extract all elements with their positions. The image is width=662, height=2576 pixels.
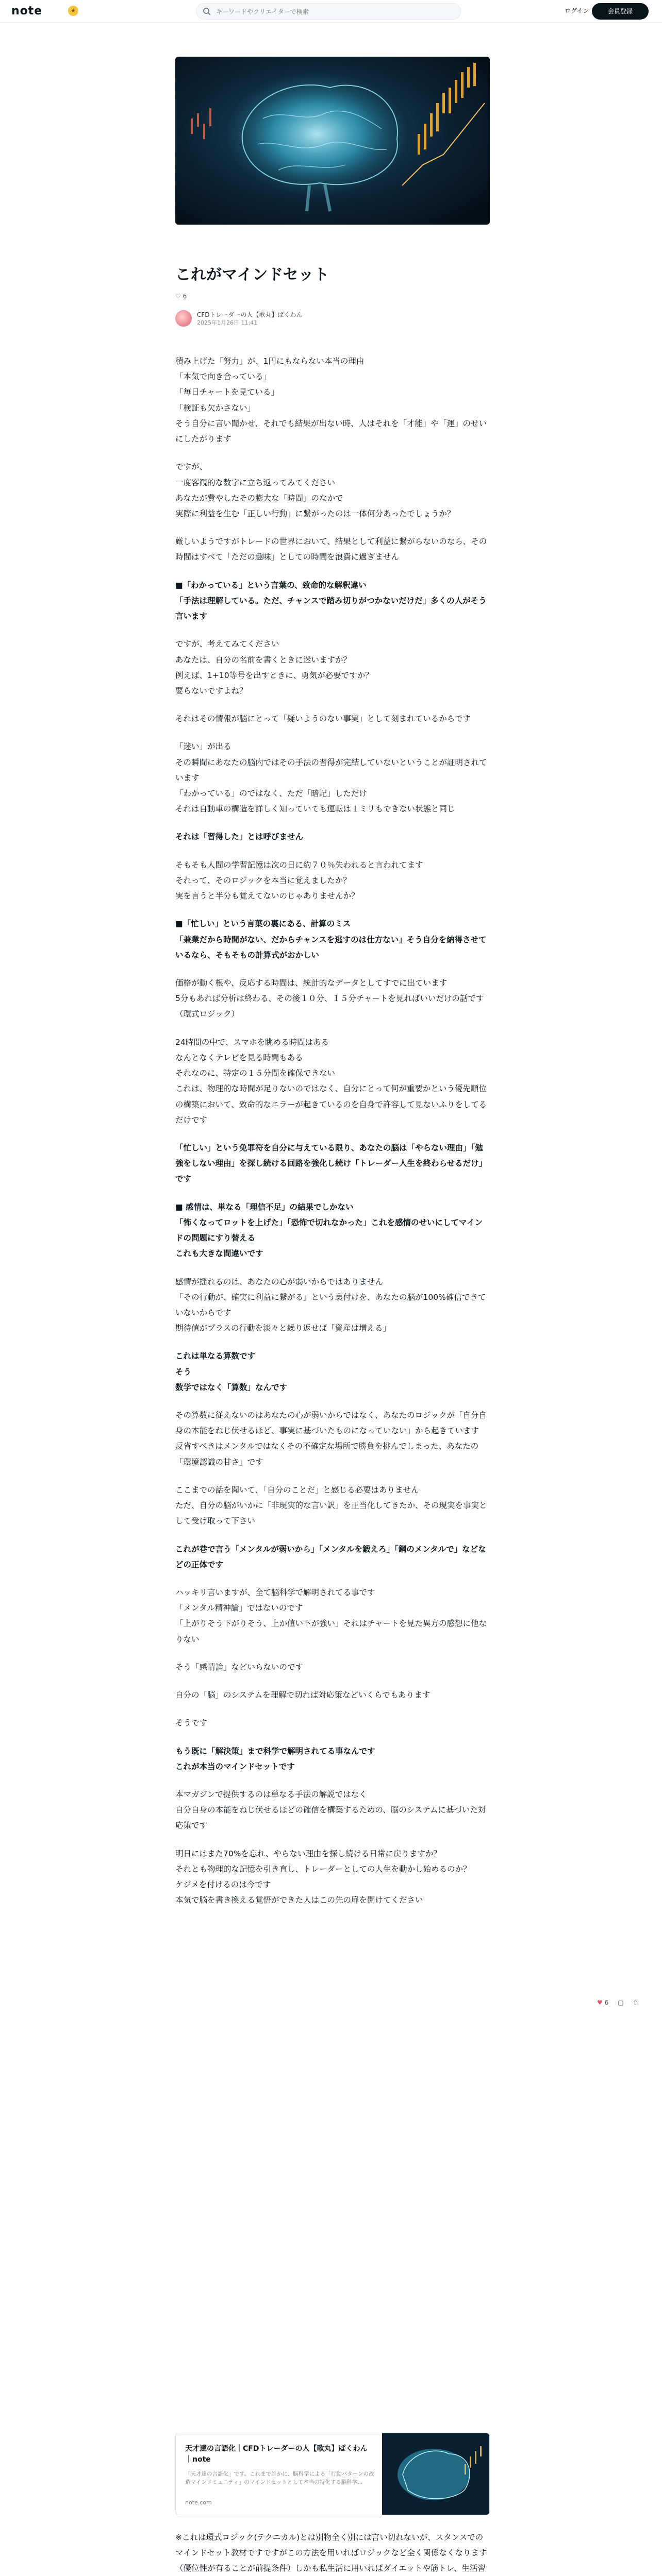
- article-paragraph: [175, 739, 490, 817]
- paragraph-line: 実際に利益を生む「正しい行動」に繋がったのは一体何分あったでしょうか？: [175, 509, 455, 518]
- publish-date: 2025年1月26日 11:41: [197, 319, 258, 326]
- paragraph-line: ここまでの話を聞いて、「自分のことだ」と感じる必要はありません: [175, 1485, 419, 1495]
- paragraph-line: この方法を用いればロジックなど全く関係なくなります（優位性が有ることが前提条件）: [175, 2548, 487, 2573]
- article-paragraph: [175, 459, 490, 521]
- paragraph-line: その算数に従えないのはあなたの心が弱いからではなく、あなたのロジックが「自分自身の本能をねじ伏せるほど、事実に基づいたものになっていない」から起きています: [175, 1411, 487, 1436]
- paragraph-line: あなたが費やしたその膨大な「時間」のなかで: [175, 493, 343, 503]
- floating-actions: [597, 1999, 649, 2011]
- article-paragraph: [175, 1348, 490, 1395]
- paragraph-line: 反省すべきはメンタルではなくその不確定な場所で勝負を挑んでしまった、あなたの「環境認識の甘さ」です: [175, 1442, 479, 1467]
- article-paragraph: [175, 1140, 490, 1187]
- paragraph-line: これは単なる算数です: [175, 1351, 256, 1361]
- paragraph-line: そう「感情論」などいらないのです: [175, 1662, 304, 1672]
- paragraph-line: それって、そのロジックを本当に覚えましたか？: [175, 875, 351, 885]
- embed-title: 天才達の言語化｜CFDトレーダーの人【歌丸】ぱくわん｜note: [185, 2445, 368, 2464]
- author-avatar[interactable]: [175, 310, 192, 327]
- paragraph-line: これも大きな間違いです: [175, 1249, 263, 1259]
- paragraph-line: 全く別には言い切れないが、スタンスでのマインドセット教材です: [175, 2533, 484, 2558]
- paragraph-line: 「その行動が、確実に利益に繋がる」という裏付けを、あなたの脳が100%確信できていないからです: [175, 1292, 486, 1317]
- login-link[interactable]: ログイン: [565, 7, 589, 14]
- paragraph-line: 24時間の中で、スマホを眺める時間はある: [175, 1037, 329, 1047]
- like-count: 6: [183, 293, 187, 300]
- paragraph-line: そうです: [175, 1718, 208, 1728]
- embed-description: 「天才達の言語化」です。これまで誰かに、脳科学による「行動パターンの改造マインドミュニティ」のマインドセットとして本当の特化する脳科学...: [185, 2471, 374, 2485]
- paragraph-line: 本マガジンで提供するのは単なる手法の解説ではなく: [175, 1789, 367, 1799]
- article-footer-text: [175, 2530, 490, 2576]
- paragraph-line: 積み上げた「努力」が、1円にもならない本当の理由: [175, 357, 365, 366]
- article-paragraph: [175, 916, 490, 963]
- article-paragraph: [175, 1787, 490, 1834]
- article-paragraph: [175, 857, 490, 904]
- paragraph-line: それとも物理的な記憶を引き直し、トレーダーとしての人生を動かし始めるのか？: [175, 1864, 471, 1874]
- paragraph-line: 期待値がプラスの行動を淡々と繰り返せば「資産は増える」: [175, 1324, 391, 1333]
- paragraph-line: 例えば、1+10等号を出すときに、勇気が必要ですか？: [175, 670, 373, 680]
- paragraph-line: 一度客観的な数字に立ち返ってみてください: [175, 478, 336, 487]
- embed-host: note.com: [185, 2499, 212, 2506]
- article-paragraph: [175, 1715, 490, 1731]
- paragraph-line: そう: [175, 1367, 192, 1377]
- paragraph-line: 「忙しい」という免罪符を自分に与えている限り、あなたの脳は「やらない理由」「勉強をしない理由」を探し続ける回路を強化し続け「トレーダー人生を終わらせるだけ」です: [175, 1143, 487, 1184]
- paragraph-line: そもそも人間の学習記憶は次の日に約７０％失われると言われてます: [175, 860, 423, 870]
- embed-card[interactable]: [175, 2433, 490, 2515]
- article-paragraph: [175, 2530, 490, 2576]
- paragraph-line: 5分もあれば分析は終わる、その後１０分、１５分チャートを見ればいいだけの話です（環式ロジック）: [175, 994, 484, 1019]
- paragraph-line: 本気で脳を書き換える覚悟ができた人はこの先の扉を開けてください: [175, 1895, 423, 1905]
- author-info: [175, 308, 490, 329]
- article-paragraph: [175, 1585, 490, 1647]
- article-body: [175, 353, 490, 1921]
- article-paragraph: [175, 829, 490, 844]
- paragraph-line: もう既に「解決策」まで科学で解明されてる事なんです: [175, 1746, 375, 1756]
- article-paragraph: [175, 1274, 490, 1336]
- floating-like-count: 6: [604, 1999, 609, 2006]
- paragraph-line: 「兼業だから時間がない、だからチャンスを逃すのは仕方ない」そう自分を納得させているなら、そもそもの計算式がおかしい: [175, 935, 487, 960]
- paragraph-line: 要らないですよね？: [175, 686, 247, 696]
- paragraph-line: 「手法は理解している。ただ、チャンスで踏み切りがつかないだけだ」多くの人がそう言います: [175, 596, 487, 621]
- paragraph-line: 実を言うと半分も覚えてないのじゃありませんか？: [175, 891, 359, 901]
- paragraph-line: 自分自身の本能をねじ伏せるほどの確信を構築するための、脳のシステムに基づいた対応策です: [175, 1805, 486, 1831]
- article-paragraph: [175, 1482, 490, 1529]
- search-input[interactable]: [215, 6, 452, 18]
- paragraph-line: 「メンタル精神論」ではないのです: [175, 1603, 303, 1613]
- paragraph-line: ■「忙しい」という言葉の裏にある、計算のミス: [175, 919, 351, 929]
- floating-comment-icon[interactable]: ▢: [618, 1999, 624, 2006]
- paragraph-line: ただ、自分の脳がいかに「非現実的な言い訳」を正当化してきたか、その現実を事実として受け取って下さい: [175, 1501, 487, 1526]
- article-paragraph: [175, 1743, 490, 1774]
- embed-thumbnail: [382, 2433, 490, 2515]
- paragraph-line: その瞬間にあなたの脳内ではその手法の習得が完結していないということが証明されています: [175, 757, 487, 783]
- paragraph-line: 「検証も欠かさない」: [175, 403, 256, 413]
- paragraph-line: ですが、考えてみてください: [175, 639, 279, 649]
- article-paragraph: [175, 1199, 490, 1262]
- article-paragraph: [175, 1035, 490, 1128]
- paragraph-line: それは自動車の構造を詳しく知っていても運転は１ミリもできない状態と同じ: [175, 804, 455, 814]
- paragraph-line: 価格が動く根や、反応する時間は、統計的なデータとしてすでに出ています: [175, 978, 448, 988]
- top-header: [0, 0, 662, 23]
- article-paragraph: [175, 1541, 490, 1572]
- search-icon: [203, 7, 211, 15]
- article-paragraph: [175, 353, 490, 447]
- like-count-top[interactable]: [175, 293, 187, 300]
- search-bar: [196, 3, 461, 20]
- paragraph-line: 「毎日チャートを見ている」: [175, 387, 279, 397]
- article-paragraph: [175, 1687, 490, 1703]
- signup-button[interactable]: 会員登録: [592, 3, 649, 20]
- event-badge-icon[interactable]: ★: [68, 6, 78, 16]
- article-paragraph: [175, 975, 490, 1022]
- paragraph-line: これが本当のマインドセットです: [175, 1761, 295, 1771]
- paragraph-line: 明日にはまた70%を忘れ、やらない理由を探し続ける日常に戻りますか？: [175, 1849, 441, 1858]
- paragraph-line: 自分の「脳」のシステムを理解で切れば対応策などいくらでもあります: [175, 1690, 431, 1700]
- paragraph-line: ※これは環式ロジック(テクニカル)とは別物: [175, 2533, 332, 2542]
- paragraph-line: 「本気で向き合っている」: [175, 372, 272, 382]
- note-logo[interactable]: note: [11, 5, 43, 18]
- paragraph-line: これが巷で言う「メンタルが弱いから」「メンタルを鍛えろ」「鋼のメンタルで」などなどの正体です: [175, 1544, 486, 1569]
- article-paragraph: [175, 534, 490, 565]
- paragraph-line: ■ 感情は、単なる「理信不足」の結果でしかない: [175, 1202, 354, 1212]
- heart-icon: ♡: [175, 293, 181, 300]
- paragraph-line: それは「習得した」とは呼びません: [175, 832, 304, 842]
- paragraph-line: 感情が揺れるのは、あなたの心が弱いからではありません: [175, 1277, 383, 1286]
- hero-image: [175, 57, 490, 225]
- article-title: これがマインドセット: [175, 266, 329, 284]
- paragraph-line: それなのに、特定の１５分間を確保できない: [175, 1069, 336, 1078]
- article-paragraph: [175, 578, 490, 624]
- article-paragraph: [175, 711, 490, 726]
- paragraph-line: しかも私生活に用いればダイエットや筋トレ、生活習: [295, 2564, 486, 2573]
- paragraph-line: 厳しいようですがトレードの世界において、結果として利益に繋がらないのなら、その時間はすべて「ただの趣味」としての時間を浪費に過ぎません: [175, 537, 487, 562]
- paragraph-line: 「上がりそう下がりそう、上か値い下が強い」それはチャートを見た異方の感想に他なりない: [175, 1619, 487, 1644]
- paragraph-line: 「迷い」が出る: [175, 742, 231, 752]
- article-paragraph: [175, 1659, 490, 1675]
- paragraph-line: ハッキリ言いますが、全て脳科学で解明されてる事です: [175, 1588, 375, 1597]
- article-paragraph: [175, 636, 490, 699]
- paragraph-line: これは、物理的な時間が足りないのではなく、自分にとって何が重要かという優先順位の構築において、致命的なエラーが起きているのを自身で許容して見ないふりをしてるだけです: [175, 1084, 487, 1125]
- paragraph-line: 「怖くなってロットを上げた」「恐怖で切れなかった」これを感情のせいにしてマインドの問題にすり替える: [175, 1217, 483, 1243]
- author-name[interactable]: CFDトレーダーの人【歌丸】ぱくわん: [197, 311, 303, 318]
- paragraph-line: あなたは、自分の名前を書くときに迷いますか？: [175, 655, 352, 665]
- paragraph-line: なんとなくテレビを見る時間もある: [175, 1053, 303, 1062]
- paragraph-line: 「わかっている」のではなく、ただ「暗記」しただけ: [175, 789, 367, 799]
- paragraph-line: ケジメを付けるのは今です: [175, 1880, 271, 1890]
- paragraph-line: 数学ではなく「算数」なんです: [175, 1382, 288, 1392]
- article-paragraph: [175, 1408, 490, 1470]
- article: [175, 57, 490, 1905]
- paragraph-line: ですが: [263, 2548, 287, 2558]
- paragraph-line: ですが、: [175, 462, 208, 472]
- paragraph-line: ■「わかっている」という言葉の、致命的な解釈違い: [175, 580, 367, 590]
- paragraph-line: そう自分に言い聞かせ、それでも結果が出ない時、人はそれを「才能」や「運」のせいにしたがります: [175, 418, 487, 444]
- paragraph-line: それはその情報が脳にとって「疑いようのない事実」として刻まれているからです: [175, 714, 471, 724]
- article-paragraph: [175, 1846, 490, 1908]
- floating-like-icon[interactable]: ♥: [597, 1999, 603, 2006]
- floating-share-icon[interactable]: ⇧: [633, 1999, 638, 2006]
